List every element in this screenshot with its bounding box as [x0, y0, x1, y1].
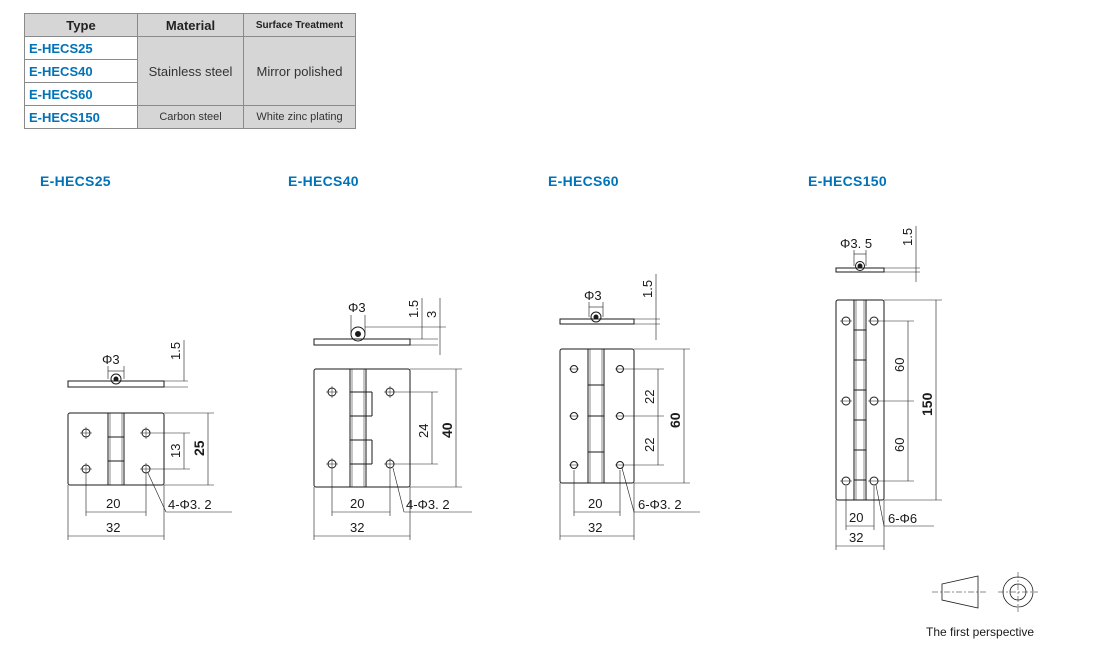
- thickness-label: 1.5: [900, 227, 915, 246]
- holes-label: 4-Φ3. 2: [168, 497, 212, 512]
- height-label: 40: [439, 422, 455, 438]
- header-surface-treatment: Surface Treatment: [244, 14, 356, 37]
- front-view: [68, 413, 164, 485]
- treatment-cell: White zinc plating: [244, 106, 356, 129]
- pin-diameter-label: Φ3. 5: [840, 236, 873, 251]
- material-cell: Stainless steel: [138, 37, 244, 106]
- header-material: Material: [138, 14, 244, 37]
- knuckle-label: 3: [424, 310, 439, 318]
- pin-diameter-label: Φ3: [348, 300, 366, 315]
- front-view: [314, 369, 410, 487]
- front-view: [836, 300, 884, 500]
- hole-spacing-h-label: 20: [849, 510, 864, 525]
- width-label: 32: [588, 520, 603, 535]
- hole-spacing-b-label: 22: [642, 437, 657, 452]
- drawing-hecs40: [314, 298, 472, 540]
- treatment-cell: Mirror polished: [244, 37, 356, 106]
- thickness-label: 1.5: [168, 341, 183, 360]
- height-label: 150: [919, 392, 935, 416]
- width-label: 32: [350, 520, 365, 535]
- holes-label: 6-Φ3. 2: [638, 497, 682, 512]
- pin-diameter-label: Φ3: [584, 288, 602, 303]
- pin-diameter-label: Φ3: [102, 352, 120, 367]
- hole-spacing-h-label: 20: [350, 496, 365, 511]
- hole-spacing-h-label: 20: [106, 496, 121, 511]
- hole-spacing-h-label: 20: [588, 496, 603, 511]
- type-cell: E-HECS150: [25, 106, 138, 129]
- hole-spacing-a-label: 60: [892, 357, 907, 372]
- model-title-hecs150: E-HECS150: [808, 173, 887, 189]
- thickness-label: 1.5: [406, 299, 421, 318]
- front-view: [560, 349, 634, 483]
- hole-spacing-a-label: 22: [642, 389, 657, 404]
- thickness-label: 1.5: [640, 279, 655, 298]
- height-label: 25: [191, 440, 207, 456]
- hole-spacing-v-label: 13: [168, 443, 183, 458]
- model-title-hecs40: E-HECS40: [288, 173, 359, 189]
- side-view: [314, 298, 446, 355]
- width-label: 32: [106, 520, 121, 535]
- type-cell: E-HECS60: [25, 83, 138, 106]
- height-label: 60: [667, 412, 683, 428]
- model-title-hecs60: E-HECS60: [548, 173, 619, 189]
- hole-spacing-v-label: 24: [416, 423, 431, 438]
- model-title-hecs25: E-HECS25: [40, 173, 111, 189]
- drawing-hecs60: [560, 274, 700, 540]
- projection-caption: The first perspective: [926, 625, 1035, 639]
- drawing-hecs150: [836, 226, 942, 550]
- header-type: Type: [25, 14, 138, 37]
- width-label: 32: [849, 530, 864, 545]
- type-cell: E-HECS40: [25, 60, 138, 83]
- first-angle-projection-icon: [932, 572, 1038, 612]
- holes-label: 6-Φ6: [888, 511, 918, 526]
- material-cell: Carbon steel: [138, 106, 244, 129]
- holes-label: 4-Φ3. 2: [406, 497, 450, 512]
- hole-spacing-b-label: 60: [892, 437, 907, 452]
- type-cell: E-HECS25: [25, 37, 138, 60]
- drawing-hecs25: [68, 340, 232, 540]
